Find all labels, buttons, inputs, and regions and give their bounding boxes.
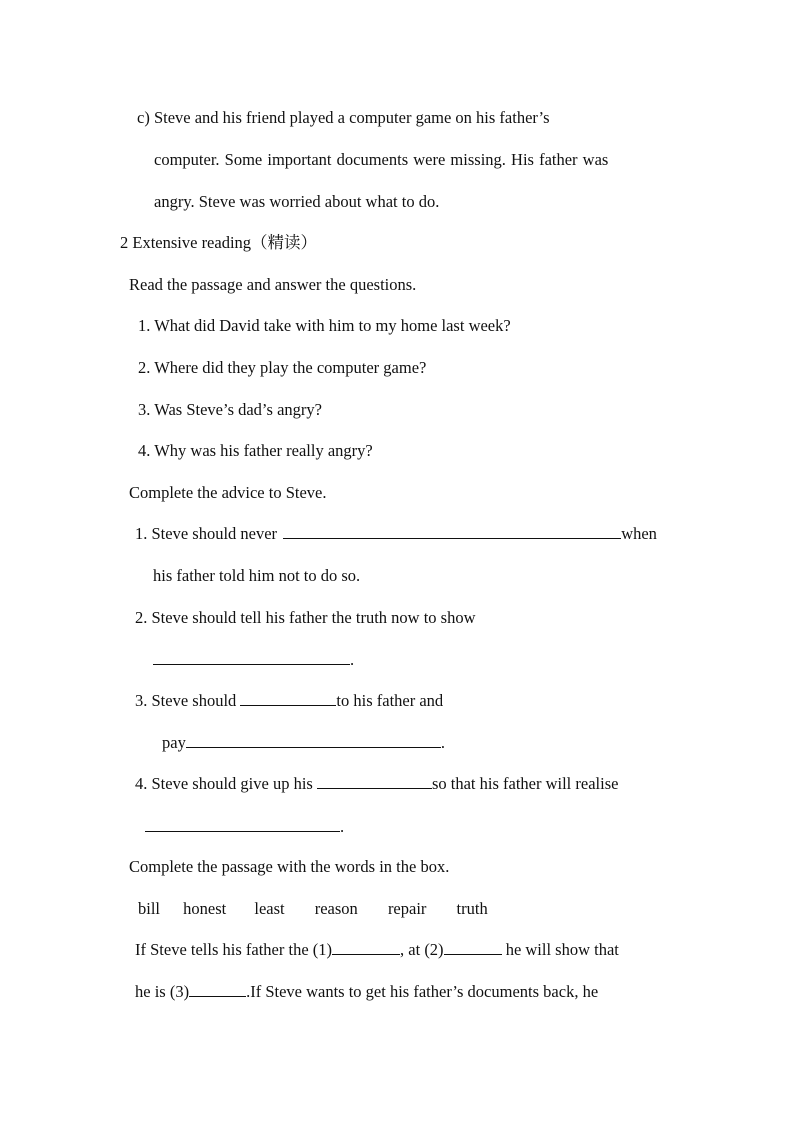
advice-3-end: to his father and <box>336 691 444 710</box>
passage-1-text: If Steve tells his father the (1) <box>135 940 333 959</box>
word-honest: honest <box>183 899 227 918</box>
question-4: 4. Why was his father really angry? <box>138 441 373 460</box>
c-item-line-1: c) Steve and his friend played a computer game on his father’s <box>137 108 550 127</box>
question-3: 3. Was Steve’s dad’s angry? <box>138 400 322 419</box>
advice-4-answer <box>145 817 344 837</box>
passage-1-text-b: , at (2) <box>400 940 444 959</box>
passage-2-text-b: .If Steve wants to get his father’s documents back, he <box>246 982 599 1001</box>
word-bill: bill <box>138 899 161 918</box>
question-1: 1. What did David take with him to my home last week? <box>138 316 511 335</box>
advice-1-text: 1. Steve should never <box>135 524 278 543</box>
reading-instruction: Read the passage and answer the questions. <box>129 275 417 294</box>
advice-4-period: . <box>340 817 345 836</box>
advice-1-blank[interactable] <box>283 524 621 539</box>
word-repair: repair <box>387 899 427 918</box>
advice-2: 2. Steve should tell his father the truth now to show <box>135 608 476 627</box>
blank-3[interactable] <box>189 982 246 997</box>
advice-3-blank[interactable] <box>240 691 336 706</box>
word-least: least <box>254 899 285 918</box>
passage-2-text: he is (3) <box>135 982 190 1001</box>
advice-3-text: 3. Steve should <box>135 691 237 710</box>
advice-1 <box>135 524 657 544</box>
advice-4 <box>135 774 618 794</box>
advice-3-pay-period: . <box>440 733 445 752</box>
advice-3 <box>135 691 443 711</box>
advice-3-pay-blank[interactable] <box>186 733 441 748</box>
advice-1-line-2: his father told him not to do so. <box>153 566 361 585</box>
c-item-line-3: angry. Steve was worried about what to do. <box>154 192 440 211</box>
advice-instruction: Complete the advice to Steve. <box>129 483 327 502</box>
advice-3-pay-text: pay <box>162 733 186 752</box>
advice-4-end: so that his father will realise <box>431 774 619 793</box>
passage-line-1 <box>135 940 619 960</box>
passage-instruction: Complete the passage with the words in the box. <box>129 857 450 876</box>
blank-1[interactable] <box>332 940 400 955</box>
advice-1-end: when <box>621 524 657 543</box>
advice-4-blank[interactable] <box>317 774 432 789</box>
advice-4-text: 4. Steve should give up his <box>135 774 313 793</box>
advice-2-blank[interactable] <box>153 650 350 665</box>
advice-2-answer <box>153 650 354 670</box>
advice-4-line-2-blank[interactable] <box>145 817 340 832</box>
word-reason: reason <box>314 899 358 918</box>
passage-line-2 <box>135 982 598 1002</box>
section-heading: 2 Extensive reading（精读） <box>120 233 318 252</box>
advice-3-pay <box>162 733 445 753</box>
advice-2-period: . <box>350 650 355 669</box>
word-truth: truth <box>456 899 488 918</box>
passage-1-text-c: he will show that <box>505 940 619 959</box>
word-box <box>138 899 488 919</box>
question-2: 2. Where did they play the computer game? <box>138 358 427 377</box>
c-item-line-2: computer. Some important documents were missing. His father was <box>154 150 609 169</box>
blank-2[interactable] <box>444 940 502 955</box>
